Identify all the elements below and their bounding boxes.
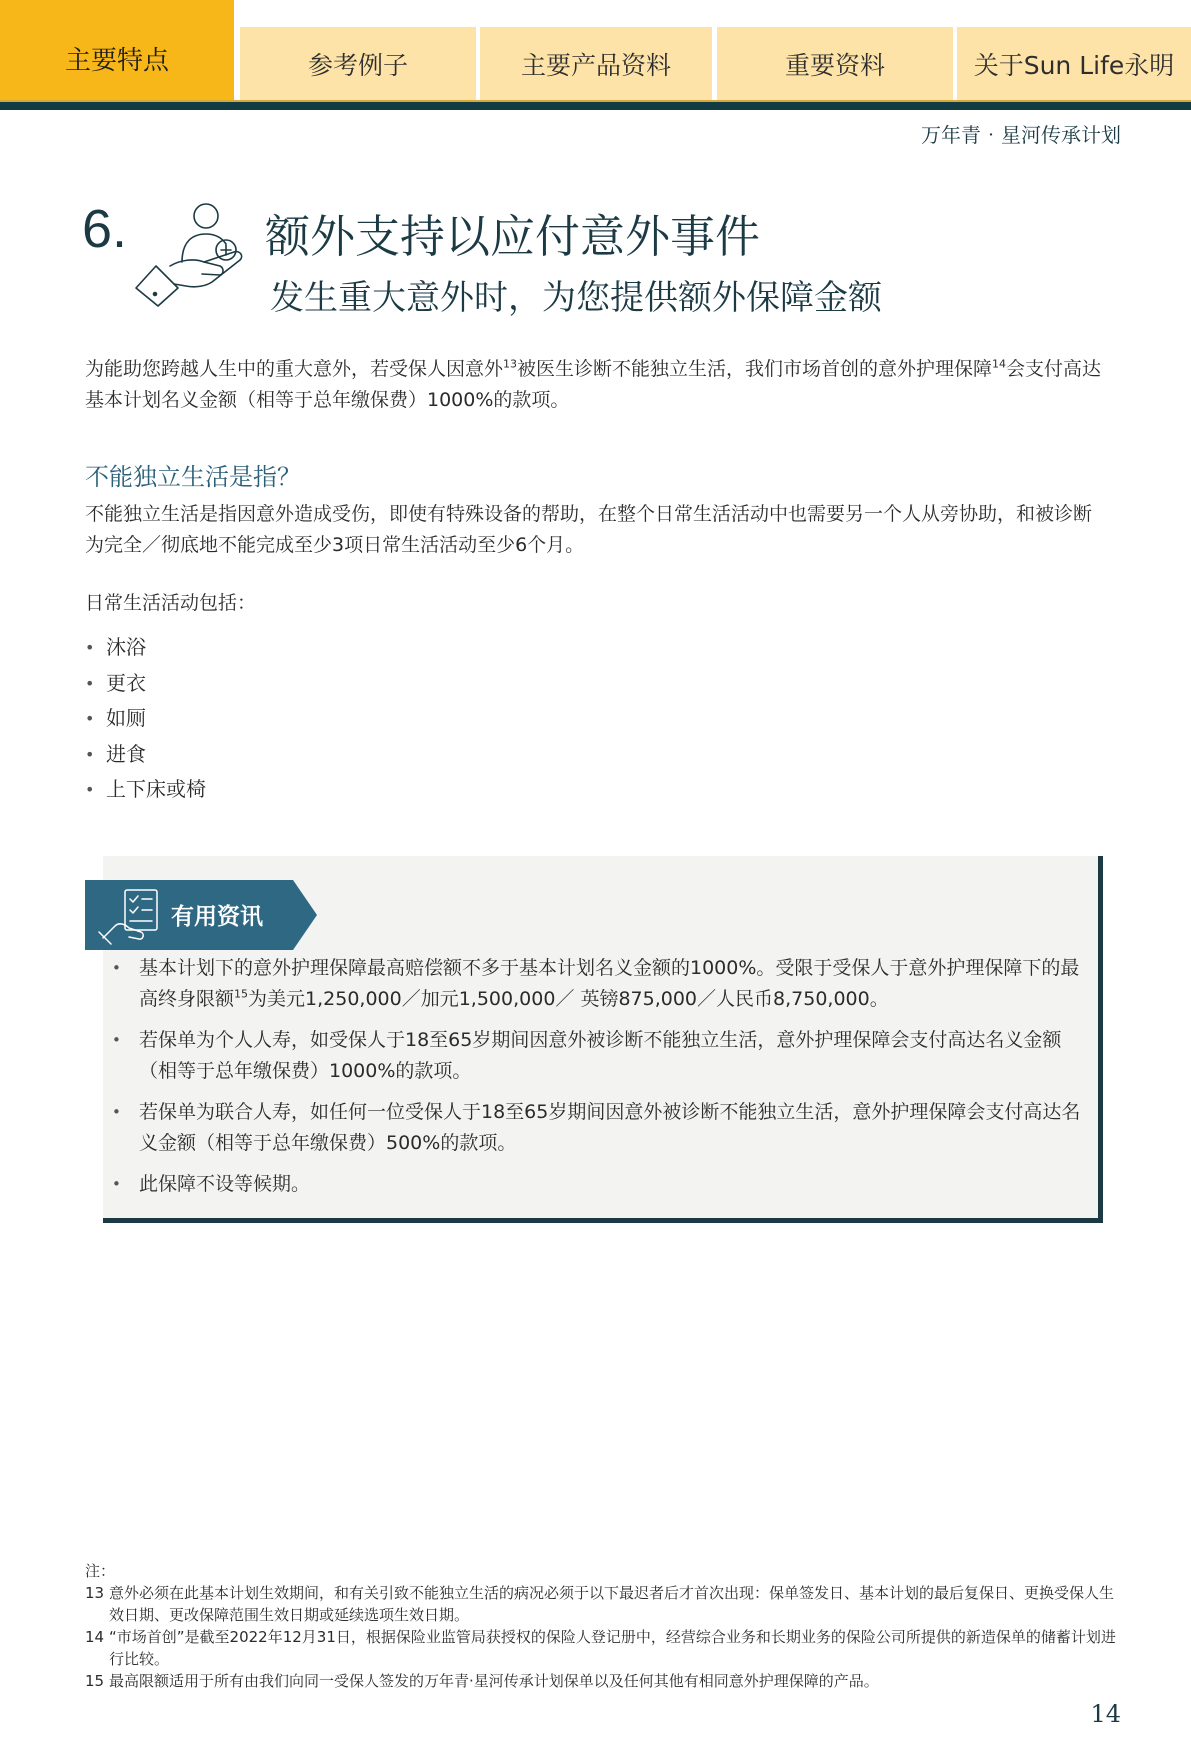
footnote-number: 15	[85, 1672, 105, 1690]
tab-examples[interactable]: 参考例子	[240, 27, 476, 100]
section-subtitle: 发生重大意外时，为您提供额外保障金额	[270, 278, 882, 318]
footnotes	[85, 1560, 1120, 1692]
footnote-13	[85, 1582, 1120, 1626]
adl-intro: 日常生活活动包括：	[85, 592, 257, 614]
tab-product-info[interactable]: 主要产品资料	[480, 27, 712, 100]
tab-about-sunlife[interactable]: 关于Sun Life永明	[957, 27, 1191, 100]
footnote-ref-14: 14	[992, 357, 1007, 371]
page-number: 14	[1090, 1700, 1121, 1728]
definition-text: 不能独立生活是指因意外造成受伤，即使有特殊设备的帮助，在整个日常生活活动中也需要另一个人从旁协助，和被诊断为完全／彻底地不能完成至少3项日常生活活动至少6个月。	[85, 503, 1093, 556]
list-item: • 若保单为联合人寿，如任何一位受保人于18至65岁期间因意外被诊断不能独立生活，意外护理保障会支付高达名义金额（相等于总年缴保费）500%的款项。	[112, 1097, 1092, 1159]
footnote-14	[85, 1626, 1120, 1670]
footnotes-heading: 注：	[85, 1562, 116, 1580]
useful-info-list	[112, 953, 1092, 1210]
intro-text-1: 为能助您跨越人生中的重大意外，若受保人因意外	[85, 358, 504, 380]
tab-key-features[interactable]: 主要特点	[0, 0, 234, 100]
info-text: 基本计划下的意外护理保障最高赔偿额不多于基本计划名义金额的1000%。受限于受保人于意外护理保障下的最高终身限额	[139, 957, 1080, 1010]
section-number: 6.	[82, 199, 128, 259]
footnote-15	[85, 1670, 1120, 1692]
intro-text-3: 会支付高达基本计划名义金额（相等于总年缴保费）1000%的款项。	[85, 358, 1102, 411]
section-title: 额外支持以应付意外事件	[265, 210, 761, 263]
footnote-text: 最高限额适用于所有由我们向同一受保人签发的万年青‧星河传承计划保单以及任何其他有相同意外护理保障的产品。	[109, 1672, 879, 1690]
list-item: • 上下床或椅	[85, 772, 206, 808]
definition-heading: 不能独立生活是指？	[85, 463, 301, 491]
adl-list	[85, 630, 206, 808]
list-item: • 此保障不设等候期。	[112, 1169, 1092, 1200]
footnote-number: 13	[85, 1584, 105, 1602]
nav-divider	[0, 102, 1191, 110]
hand-holding-person-plus-icon	[134, 200, 264, 312]
plan-name: 万年青‧星河传承计划	[921, 123, 1121, 147]
list-item	[112, 953, 1092, 1015]
footnote-ref-15: 15	[234, 987, 249, 1001]
footnote-number: 14	[85, 1628, 105, 1646]
useful-info-label: 有用资讯	[171, 903, 263, 930]
info-text: 为美元1,250,000／加元1,500,000／ 英镑875,000／人民币8,750,000。	[248, 988, 889, 1010]
intro-text-2: 被医生诊断不能独立生活，我们市场首创的意外护理保障	[517, 358, 993, 380]
list-item: • 沐浴	[85, 630, 206, 666]
footnote-text: 意外必须在此基本计划生效期间，和有关引致不能独立生活的病况必须于以下最迟者后才首次出现：保单签发日、基本计划的最后复保日、更换受保人生效日期、更改保障范围生效日期或延续选项生效日期。	[109, 1584, 1115, 1624]
list-item: • 进食	[85, 737, 206, 773]
tab-important-info[interactable]: 重要资料	[717, 27, 953, 100]
list-item: • 若保单为个人人寿，如受保人于18至65岁期间因意外被诊断不能独立生活，意外护理保障会支付高达名义金额（相等于总年缴保费）1000%的款项。	[112, 1025, 1092, 1087]
top-navigation	[0, 0, 1191, 110]
list-item: • 更衣	[85, 666, 206, 702]
intro-paragraph	[85, 354, 1110, 416]
footnote-ref-13: 13	[503, 357, 518, 371]
list-item: • 如厕	[85, 701, 206, 737]
footnote-text: “市场首创”是截至2022年12月31日，根据保险业监管局获授权的保险人登记册中，经营综合业务和长期业务的保险公司所提供的新造保单的储蓄计划进行比较。	[109, 1628, 1116, 1668]
